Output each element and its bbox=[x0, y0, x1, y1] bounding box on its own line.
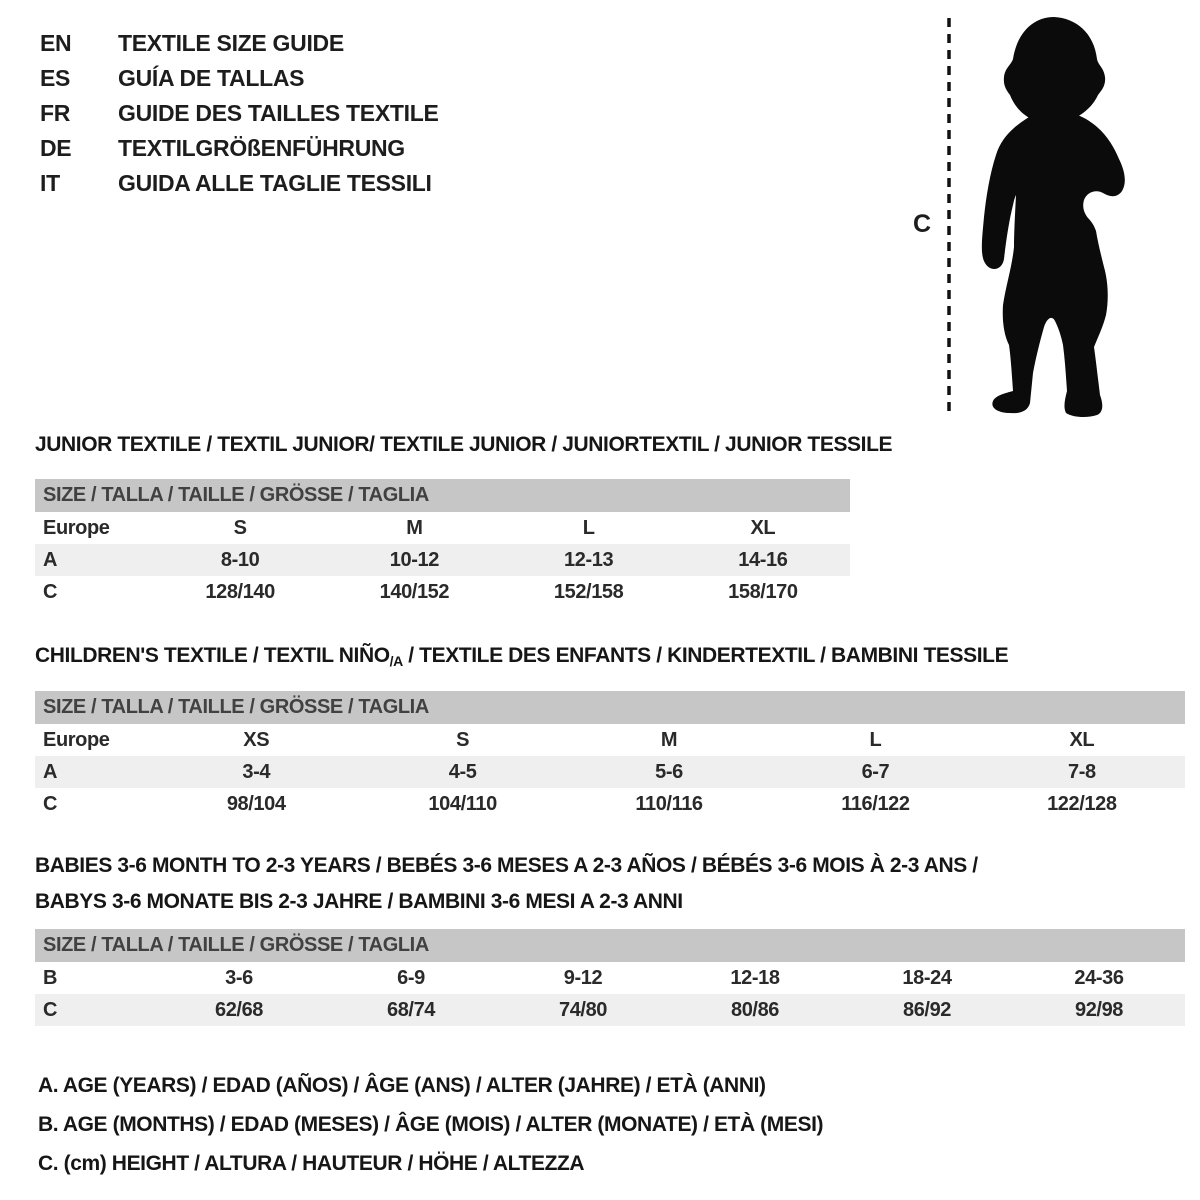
row-label: Europe bbox=[43, 728, 110, 751]
language-label: TEXTILGRÖßENFÜHRUNG bbox=[118, 135, 405, 161]
title-part: CHILDREN'S TEXTILE / TEXTIL NIÑO bbox=[35, 644, 390, 667]
language-label: GUIDE DES TAILLES TEXTILE bbox=[118, 100, 439, 126]
junior-size-table bbox=[35, 479, 850, 608]
size-header-bar: SIZE / TALLA / TAILLE / GRÖSSE / TAGLIA bbox=[35, 929, 1185, 962]
table-cell: 80/86 bbox=[730, 998, 780, 1021]
section-babies-textile bbox=[35, 848, 1185, 1026]
language-label: TEXTILE SIZE GUIDE bbox=[118, 30, 344, 56]
title-line: BABYS 3-6 MONATE BIS 2-3 JAHRE / BAMBINI 3-6 MESI A 2-3 ANNI bbox=[35, 890, 683, 913]
table-cell: S bbox=[233, 516, 247, 539]
table-cell: 3-6 bbox=[225, 966, 253, 989]
language-code: EN bbox=[40, 30, 72, 56]
legend-line-c: C. (cm) HEIGHT / ALTURA / HAUTEUR / HÖHE / ALTEZZA bbox=[38, 1152, 585, 1175]
measure-label-c: C bbox=[913, 210, 932, 238]
section-children-textile bbox=[35, 644, 1185, 820]
table-row bbox=[35, 994, 1185, 1026]
row-label: C bbox=[43, 792, 58, 815]
table-cell: 3-4 bbox=[242, 760, 271, 783]
babies-size-table bbox=[35, 929, 1185, 1026]
table-cell: 122/128 bbox=[1047, 792, 1117, 815]
language-label: GUÍA DE TALLAS bbox=[118, 65, 305, 91]
table-cell: 98/104 bbox=[226, 792, 286, 815]
table-cell: 92/98 bbox=[1074, 998, 1124, 1021]
table-cell: 9-12 bbox=[563, 966, 603, 989]
section-title: JUNIOR TEXTILE / TEXTIL JUNIOR/ TEXTILE JUNIOR / JUNIORTEXTIL / JUNIOR TESSILE bbox=[35, 433, 893, 456]
table-cell: XS bbox=[243, 728, 270, 751]
section-title bbox=[35, 644, 1185, 669]
language-row bbox=[40, 166, 439, 201]
table-cell: 12-13 bbox=[564, 548, 614, 571]
language-row bbox=[40, 61, 439, 96]
table-cell: XL bbox=[750, 516, 776, 539]
language-label: GUIDA ALLE TAGLIE TESSILI bbox=[118, 170, 432, 196]
language-code: IT bbox=[40, 170, 60, 196]
table-cell: M bbox=[660, 728, 678, 751]
table-cell: 62/68 bbox=[214, 998, 264, 1021]
table-cell: 6-7 bbox=[861, 760, 890, 783]
table-cell: 128/140 bbox=[205, 580, 275, 603]
table-cell: 104/110 bbox=[428, 792, 497, 815]
table-cell: 68/74 bbox=[386, 998, 436, 1021]
section-junior-textile bbox=[35, 433, 893, 608]
table-cell: 86/92 bbox=[902, 998, 952, 1021]
children-size-table bbox=[35, 691, 1185, 820]
language-row bbox=[40, 96, 439, 131]
table-row bbox=[35, 788, 1185, 820]
table-cell: 24-36 bbox=[1074, 966, 1124, 989]
height-measure-figure bbox=[900, 10, 1160, 438]
language-header bbox=[40, 26, 439, 201]
table-cell: 8-10 bbox=[220, 548, 260, 571]
table-cell: M bbox=[406, 516, 423, 539]
legend-line-a: A. AGE (YEARS) / EDAD (AÑOS) / ÂGE (ANS) / ALTER (JAHRE) / ETÀ (ANNI) bbox=[38, 1074, 766, 1097]
table-cell: S bbox=[456, 728, 470, 751]
row-label: C bbox=[43, 580, 58, 603]
row-label: A bbox=[43, 760, 58, 783]
table-cell: 110/116 bbox=[635, 792, 703, 815]
title-part: / TEXTILE DES ENFANTS / KINDERTEXTIL / BAMBINI TESSILE bbox=[402, 644, 1009, 667]
table-cell: 12-18 bbox=[730, 966, 780, 989]
table-row bbox=[35, 576, 850, 608]
table-cell: XL bbox=[1069, 728, 1095, 751]
title-line: BABIES 3-6 MONTH TO 2-3 YEARS / BEBÉS 3-6 MESES A 2-3 AÑOS / BÉBÉS 3-6 MOIS À 2-3 ANS / bbox=[35, 854, 978, 877]
table-row bbox=[35, 724, 1185, 756]
language-row bbox=[40, 131, 439, 166]
table-cell: 4-5 bbox=[448, 760, 477, 783]
table-cell: 7-8 bbox=[1067, 760, 1096, 783]
table-cell: L bbox=[869, 728, 882, 751]
legend bbox=[38, 1066, 823, 1183]
table-cell: 18-24 bbox=[902, 966, 952, 989]
row-label: A bbox=[43, 548, 58, 571]
table-cell: 158/170 bbox=[728, 580, 798, 603]
size-header-bar: SIZE / TALLA / TAILLE / GRÖSSE / TAGLIA bbox=[35, 479, 850, 512]
table-row bbox=[35, 544, 850, 576]
table-cell: 10-12 bbox=[389, 548, 439, 571]
row-label: C bbox=[43, 998, 58, 1021]
title-subscript: /A bbox=[389, 653, 403, 669]
table-cell: 6-9 bbox=[397, 966, 425, 989]
language-code: ES bbox=[40, 65, 71, 91]
table-row bbox=[35, 512, 850, 544]
section-title bbox=[35, 848, 1185, 920]
size-header-bar: SIZE / TALLA / TAILLE / GRÖSSE / TAGLIA bbox=[35, 691, 1185, 724]
table-cell: 140/152 bbox=[379, 580, 450, 603]
row-label: B bbox=[43, 966, 58, 989]
legend-line-b: B. AGE (MONTHS) / EDAD (MESES) / ÂGE (MOIS) / ALTER (MONATE) / ETÀ (MESI) bbox=[38, 1113, 824, 1136]
table-row bbox=[35, 756, 1185, 788]
row-label: Europe bbox=[43, 516, 110, 539]
table-cell: 116/122 bbox=[841, 792, 910, 815]
language-code: FR bbox=[40, 100, 71, 126]
table-cell: 152/158 bbox=[553, 580, 624, 603]
language-code: DE bbox=[40, 135, 72, 161]
toddler-silhouette-icon bbox=[900, 15, 1160, 435]
table-cell: 14-16 bbox=[738, 548, 788, 571]
table-cell: L bbox=[582, 516, 595, 539]
language-row bbox=[40, 26, 439, 61]
table-cell: 5-6 bbox=[655, 760, 683, 783]
table-cell: 74/80 bbox=[558, 998, 608, 1021]
table-row bbox=[35, 962, 1185, 994]
